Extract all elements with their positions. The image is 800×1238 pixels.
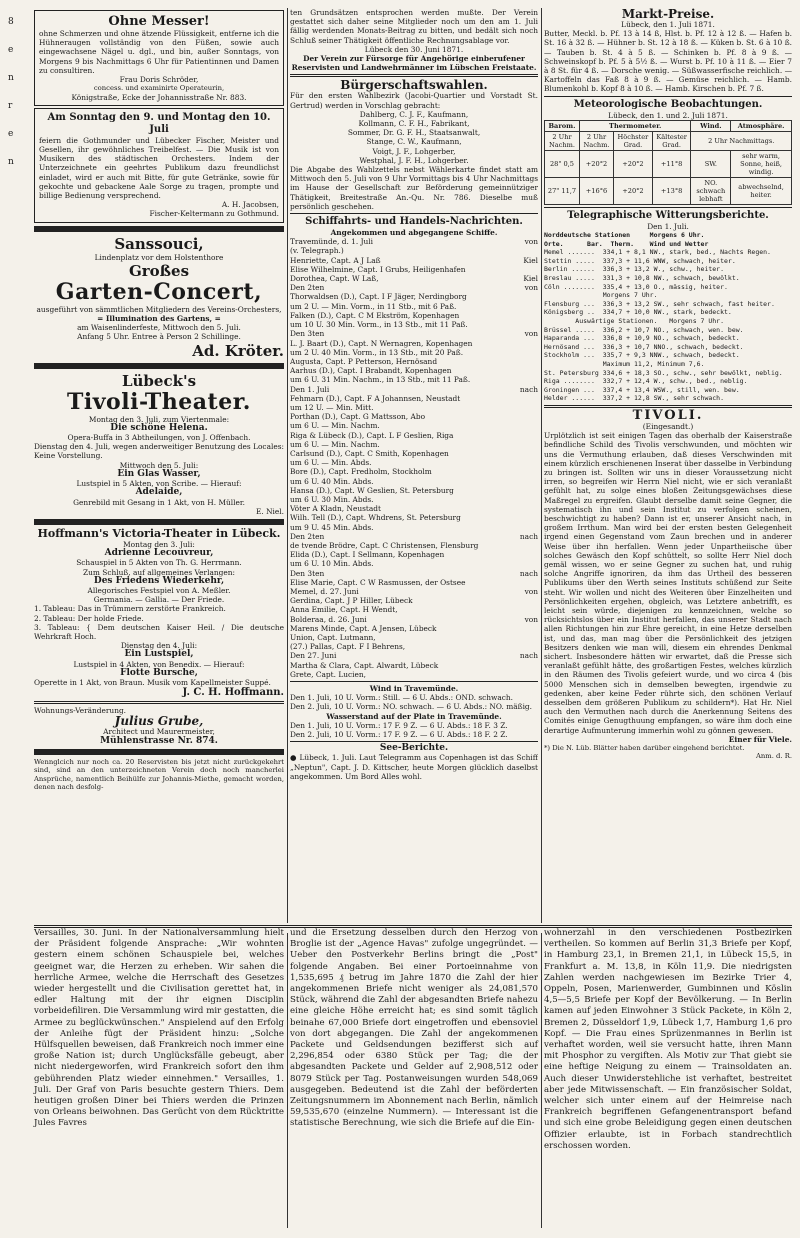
ship-line-direction: von	[524, 614, 538, 624]
ship-line	[290, 486, 538, 495]
weather-report-row: Hernösand ... 336,3 + 10,7 NNO., schwach, bedeckt.	[544, 342, 744, 351]
candidate-name: Westphal, J. F. H., Lohgerber.	[359, 155, 469, 165]
column-market-weather	[544, 8, 792, 923]
water-line: Den 1. Juli, 10 U. Vorm.: 17 F. 9 Z. — 6 U. Abds.: 18 F. 3 Z.	[290, 720, 508, 730]
ship-line-text: um 6 U. 31 Min. Nachm., in 13 Stb., mit 11 Paß.	[290, 375, 471, 385]
ship-list	[290, 237, 538, 679]
ad-title: Sanssouci,	[114, 234, 204, 253]
weather-report-header: Orte. Bar. Therm. Wind und Wetter	[544, 239, 709, 248]
ship-line	[290, 661, 538, 670]
edge-mark: n	[8, 157, 14, 167]
ad-line: Opera-Buffa in 3 Abtheilungen, von J. Offenbach.	[67, 433, 251, 443]
table-cell: +16°6	[579, 177, 613, 204]
weather-report-row: Memel ....... 334,1 + 8,1 NW., stark, bed., Nachts Regen.	[544, 248, 771, 257]
ship-line	[290, 385, 538, 394]
ad-title: Hoffmann's Victoria-Theater in Lübeck.	[37, 526, 281, 540]
column-local-news	[290, 8, 538, 923]
ship-line	[290, 495, 538, 504]
column-rule	[287, 933, 288, 1228]
ad-line: Ein Glas Wasser,	[117, 468, 201, 479]
table-row	[545, 177, 792, 204]
table-cell: +20°2	[579, 150, 613, 177]
newspaper-page	[8, 8, 792, 1230]
ship-line-text: um 6 U. — Min. Nachm.	[290, 421, 380, 431]
ship-line-text: Den 2ten	[290, 531, 325, 541]
ship-line	[290, 559, 538, 568]
ship-line	[290, 605, 538, 614]
candidate-list	[290, 110, 538, 165]
column-advertisements	[34, 8, 284, 923]
footnote-annotation: Anm. d. R.	[755, 752, 792, 761]
ad-headline: Garten-Concert,	[55, 278, 263, 305]
candidate-name: Kollmann, C. F. H., Fabrikant,	[358, 119, 470, 129]
ship-line-text: Grete, Capt. Lucien,	[290, 669, 366, 679]
weather-report-header: Norddeutsche Stationen Morgens 6 Uhr.	[544, 231, 705, 240]
ship-line	[290, 302, 538, 311]
table-cell: Kältester Grad.	[652, 131, 691, 150]
ad-subtitle: Lindenplatz vor dem Holstenthore	[94, 252, 224, 262]
candidate-name: Dahlberg, C. J. F., Kaufmann,	[359, 109, 469, 119]
news-article: wohnerzahl in den verschiedenen Postbezirken vertheilen. So kommen auf Berlin 31,3 Briefe per Kopf, in Hamburg 23,1, in Bremen 21,1, in Lübeck 15,5, in Frankfurt a. M. 13,8, in Köln 11,9. Die niedrigsten Zahlen werden nachgewiesen im Bezirke Trier 4, Oppeln, Posen, Marienwerder, Gumbinnen und Köslin 4,5—5,5 Briefe per Kopf der Bevölkerung. — In Berlin kamen auf jeden Einwohner 3 Stück Packete, in Köln 2, Bremen 2, Düsseldorf 1,9, Lübeck 1,7, Hamburg 1,6 pro Kopf. — Die Frau eines Sprüzenmannes in Berlin ist verhaftet worden, weil sie versucht hatte, ihren Mann mit Phosphor zu vergiften. Als Motiv zur That giebt sie eine heftige Neigung zu einem — Trainsoldaten an. Auch dieser Unwiderstehliche ist verhaftet, bestreitet aber jede Mitwissenschaft. — Ein französischer Soldat, welcher sich unter einem auf der Heimreise nach Frankreich begriffenen Gefangenentransport befand und sich eine grobe Beleidigung gegen einen deutschen Offizier erlaubte, ist in Forbach standrechtlich erschossen worden.	[544, 928, 792, 1151]
column-rule	[541, 8, 542, 923]
ship-line-text: um 9 U. 45 Min. Abds.	[290, 522, 374, 532]
weather-report-row: Königsberg .. 334,7 + 10,0 NW., stark, bedeckt.	[544, 308, 732, 317]
market-prices: Butter, Meckl. b. Pf. 13 à 14 ß, Hlst. b. Pf. 12 à 12 ß. — Hafen b. St. 16 à 32 ß. — Hühner b. St. 12 à 18 ß. — Küken b. St. 6 à 10 ß. — Tauben b. St. 4 à 5 ß. — Schinken b. Pf. 8 à 9 ß. — Schweinskopf b. Pf. 5 à 5½ ß. — Wurst b. Pf. 10 à 11 ß. — Eier 7 à 8 St. für 4 ß. — Dorsche wenig. — Süßwasserfische reichlich. — Kartoffeln das Faß 8 à 9 ß. — Gemüse reichlich. — Hamb. Blumenkohl b. Kopf 8 à 10 ß. — Hamb. Kirschen b. Pf. 7 ß.	[544, 29, 792, 94]
table-cell: 2 Uhr Nachmittags.	[691, 131, 792, 150]
page-edge-marks	[8, 8, 26, 176]
ship-line	[290, 421, 538, 430]
ship-line-text: de tvende Brödre, Capt. C Christensen, Flensburg	[290, 540, 479, 550]
table-header	[545, 120, 792, 131]
ad-line: Lustspiel in 5 Akten, von Scribe. — Hierauf:	[76, 479, 242, 489]
reservist-notice: Wennglcich nur noch ca. 20 Reservisten bis jetzt nicht zurückgekehrt sind, sind an den unterzeichneten Verein doch noch mancherlei Ansprüche, namentlich Beihülfe zur Johannis-Miethe, gemacht worden, denen nach desfolg-	[34, 757, 284, 791]
ship-line	[290, 329, 538, 338]
ship-line	[290, 596, 538, 605]
bottom-column-2	[290, 928, 538, 1130]
ad-line: Wohnungs-Veränderung.	[34, 706, 127, 716]
ad-line: 1. Tableau: Das in Trümmern zerstörte Frankreich.	[34, 604, 226, 614]
ship-line	[290, 550, 538, 559]
section-title: Schiffahrts- und Handels-Nachrichten.	[305, 216, 523, 228]
separator-bar	[34, 519, 284, 525]
ad-line: Dienstag den 4. Juli:	[120, 641, 198, 651]
ship-line-direction: von	[524, 237, 538, 247]
ship-line	[290, 458, 538, 467]
ad-signature-sub: concess. und examinirte Operateurin,	[93, 84, 225, 93]
ship-line	[290, 642, 538, 651]
ship-line	[290, 541, 538, 550]
ship-line	[290, 246, 538, 255]
divider	[544, 207, 792, 208]
ad-address: Königstraße, Ecke der Johannisstraße Nr. 883.	[71, 92, 247, 102]
ad-line: Allegorisches Festspiel von A. Meßler.	[87, 585, 231, 595]
ship-line-text: Elise Wilhelmine, Capt. I Grubs, Heiligenhafen	[290, 264, 466, 274]
ad-date: am Waisenlinderfeste, Mittwoch den 5. Juli.	[77, 323, 241, 333]
ad-title: Ohne Messer!	[108, 14, 210, 29]
ad-info: Anfang 5 Uhr. Entree à Person 2 Schillinge.	[77, 332, 241, 342]
ship-line-text: Bore (D.), Capt. Fredholm, Stockholm	[290, 467, 432, 477]
water-line: Den 2. Juli, 10 U. Vorm.: 17 F. 9 Z. — 6 U. Abds.: 18 F. 2 Z.	[290, 730, 508, 740]
ad-treibelfest	[34, 108, 284, 223]
table-cell: 2 Uhr Nachm.	[579, 131, 613, 150]
ship-line-text: Gerdina, Capt. J P Hiller, Lübeck	[290, 596, 413, 606]
table-cell: NO. schwach lebhaft	[691, 177, 731, 204]
ship-line-text: um 6 U. 40 Min. Abds.	[290, 476, 374, 486]
table-cell: sehr warm, Sonne, heiß, windig.	[731, 150, 792, 177]
separator-bar	[34, 363, 284, 369]
table-header-cell: Atmosphäre.	[731, 120, 792, 131]
section-title: Meteorologische Beobachtungen.	[573, 98, 763, 110]
divider	[34, 701, 284, 704]
ad-line: Die schöne Helena.	[110, 422, 208, 433]
ship-line-text: (v. Telegraph.)	[290, 246, 344, 256]
ad-title: Am Sonntag den 9. und Montag den 10. Juli	[47, 111, 271, 135]
ship-line	[290, 403, 538, 412]
ad-line: Montag den 3. Juli, zum Viertenmale:	[88, 414, 230, 424]
weather-report-row: Riga ........ 332,7 + 12,4 W., schw., bed., neblig.	[544, 377, 748, 386]
ship-line	[290, 320, 538, 329]
footnote: *) Die N. Lüb. Blätter haben darüber eingehend berichtet.	[544, 744, 745, 753]
ship-line-text: Den 27. Juni	[290, 651, 337, 661]
ship-line	[290, 532, 538, 541]
weather-report-row: St. Petersburg 334,6 + 18,3 SO., schw., sehr bewölkt, neblig.	[544, 368, 783, 377]
section-title: Markt-Preise.	[621, 8, 715, 21]
bottom-column-1	[34, 928, 284, 1130]
ship-line	[290, 440, 538, 449]
ship-line-text: Vöter A Kladn, Neustadt	[290, 504, 381, 514]
section-body: ● Lübeck, 1. Juli. Laut Telegramm aus Copenhagen ist das Schiff „Neptun", Capt. J. D. Kittscher, heute Morgen glücklich daselbst angekommen. Um Bord Alles wohl.	[290, 753, 538, 781]
weather-report-row: Flensburg ... 336,3 + 13,2 SW., sehr schwach, fast heiter.	[544, 299, 775, 308]
divider	[290, 741, 538, 742]
ad-line: Mühlenstrasse Nr. 874.	[100, 735, 218, 746]
bottom-column-3	[544, 928, 792, 1152]
ship-line	[290, 477, 538, 486]
table-header-cell: Barom.	[545, 120, 580, 131]
table-cell: 28" 0,5	[545, 150, 580, 177]
ship-line-direction: von	[524, 329, 538, 339]
ship-line-text: Thorwaldsen (D.), Capt. I F Jäger, Nerdingborg	[290, 292, 467, 302]
edge-mark: e	[8, 45, 14, 55]
ship-line-text: L. J. Baart (D.), Capt. N Wernagren, Kopenhagen	[290, 338, 473, 348]
ship-line-text: Carlsund (D.), Capt. C Smith, Kopenhagen	[290, 448, 449, 458]
ad-body: feiern die Gothmunder und Lübecker Fischer, Meister und Gesellen, ihr gewöhnliches Treibelfest. — Die Musik ist von Musikern des städtischen Orchesters. Indem der Unterzeichnete ein geehrtes Publikum dazu freundlichst einladet, wird er auch mit Bitte, für gute Getränke, sowie für gekochte und gebackene Aale Sorge zu tragen, prompte und billige Bedienung versprechend.	[39, 135, 279, 201]
table-cell: +13°8	[652, 177, 691, 204]
edge-mark: e	[8, 129, 14, 139]
weather-report-row: Stockholm ... 335,7 + 9,3 NNW., schwach, bedeckt.	[544, 351, 740, 360]
wind-line: Den 1. Juli, 10 U. Vorm.: Still. — 6 U. Abds.: OND. schwach.	[290, 693, 513, 703]
ship-line	[290, 513, 538, 522]
candidate-name: Voigt, J. F., Lohgerber,	[372, 146, 456, 156]
ad-line: Adelaide,	[135, 487, 183, 498]
ship-line-text: um 10 U. 30 Min. Vorm., in 13 Stb., mit 11 Paß.	[290, 320, 468, 330]
ship-line-text: Elise Marie, Capt. C W Rasmussen, der Ostsee	[290, 577, 466, 587]
ship-line-direction: nach	[519, 384, 538, 394]
table-cell: +20°2	[614, 150, 653, 177]
ad-body: ausgeführt von sämmtlichen Mitgliedern des Vereins-Orchesters,	[36, 304, 282, 314]
ad-line: 3. Tableau: { Dem deutschen Kaiser Heil. / Die deutsche Wehrkraft Hoch.	[34, 622, 284, 641]
ship-line	[290, 256, 538, 265]
ad-headline: Großes	[128, 261, 190, 280]
weather-report-row: Brüssel ..... 336,2 + 10,7 NO., schwach, wen. bew.	[544, 325, 744, 334]
weather-report-row: Groningen ... 337,4 + 13,4 WSW., still, wen. bew.	[544, 385, 740, 394]
section-date: Den 1. Juli.	[647, 221, 689, 231]
ship-line-text: um 12 U. — Min. Mitt.	[290, 402, 374, 412]
ad-line: Adrienne Lecouvreur,	[104, 548, 214, 559]
weather-report-row: Auswärtige Stationen. Morgens 7 Uhr.	[544, 316, 725, 325]
news-article: Versailles, 30. Juni. In der Nationalversammlung hielt der Präsident folgende Ansprache: „Wir wohnten gestern einem schönen Schauspiele bei, welches geeignet war, die Herzen zu erheben. Wir sahen die herrliche Armee, welche die Herrschaft des Gesetzes wieder hergestellt und die Civilisation gerettet hat, in edler Haltung mit der ihr eignen Disciplin vorbeidefiliren. Die Versammlung wird mir gestatten, die Armee zu beglückwünschen." Anspielend auf den Erfolg der Anleihe fügt der Präsident hinzu: „Solche Hülfsquellen beweisen, daß Frankreich noch immer eine große Nation ist; durch Unglücksfälle gebeugt, aber nicht niedergeworfen, wird Frankreich sofort den ihm gebührenden Platz wieder einnehmen." Versailles, 1. Juli. Der Graf von Paris besuchte gestern Thiers. Dem heutigen großen Diner bei Thiers werden die Prinzen von Orleans beiwohnen. Das Gerücht von dem Rücktritte Jules Favres	[34, 928, 284, 1129]
ad-tivoli-theater	[34, 372, 284, 516]
ad-line: Ein Lustspiel,	[124, 649, 194, 660]
weather-report-row: Stettin ..... 337,3 + 11,6 WNW, schwach, heiter.	[544, 256, 736, 265]
ad-body: ohne Schmerzen und ohne ätzende Flüssigkeit, entferne ich die Hühneraugen vollständig von den Füßen, sowie auch eingewachsene Nägel u. dgl., und bin, außer Sonntags, von Morgens 9 bis Nachmittags 6 Uhr für Patientinnen und Damen zu consultiren.	[39, 29, 279, 75]
ship-line-text: um 2 U. 40 Min. Vorm., in 13 Stb., mit 20 Paß.	[290, 347, 464, 357]
weather-report-row: Berlin ...... 336,3 + 13,2 W., schw., heiter.	[544, 265, 725, 274]
ad-body: = Illumination des Gartens, =	[97, 314, 221, 324]
ship-line	[290, 587, 538, 596]
ship-line-text: (27.) Pallas, Capt. F I Behrens,	[290, 642, 406, 652]
weather-table	[544, 120, 792, 205]
ad-line: Operette in 1 Akt, von Braun. Musik vom Kapellmeister Suppé.	[34, 677, 271, 687]
ship-line	[290, 237, 538, 246]
ship-line-text: um 6 U. — Min. Abds.	[290, 458, 372, 468]
candidate-name: Stange, C. W., Kaufmann,	[366, 137, 462, 147]
ship-line-text: Dorothea, Capt. W Laß,	[290, 274, 379, 284]
edge-mark: 8	[8, 17, 14, 27]
ad-signature: Ad. Kröter.	[192, 341, 284, 360]
section-title: See-Berichte.	[379, 743, 449, 754]
ship-line-text: Den 3ten	[290, 568, 325, 578]
verein-date: Lübeck den 30. Juni 1871.	[364, 44, 464, 54]
divider	[290, 213, 538, 214]
ship-line	[290, 523, 538, 532]
ship-line-text: Den 3ten	[290, 329, 325, 339]
section-body: Die Abgabe des Wahlzettels nebst Wählerkarte findet statt am Mittwoch den 5. Juli von 9 Uhr Vormittags bis 4 Uhr Nachmittags im Hause der Gesellschaft zur Beförderung gemeinnütziger Thätigkeit, Breitestraße An.-Qu. Nr. 786. Dieselbe muß persönlich geschehen.	[290, 165, 538, 211]
ship-line	[290, 578, 538, 587]
table-cell: abwechselnd, heiter.	[731, 177, 792, 204]
ad-line: Germania. — Gallia. — Der Friede.	[93, 595, 225, 605]
ship-line	[290, 670, 538, 679]
column-rule	[287, 8, 288, 923]
ship-line	[290, 394, 538, 403]
ad-victoria-theater	[34, 528, 284, 699]
table-cell: 2 Uhr Nachm.	[545, 131, 580, 150]
divider	[290, 681, 538, 682]
ship-line-text: Henriette, Capt. A J Laß	[290, 255, 381, 265]
ship-line-text: Wilh. Tell (D.), Capt. Whdrens, St. Petersburg	[290, 513, 461, 523]
ship-line-text: Union, Capt. Lutmann,	[290, 633, 376, 642]
ship-line	[290, 504, 538, 513]
ship-line-text: Den 2ten	[290, 283, 325, 293]
table-cell: SW.	[691, 150, 731, 177]
table-header-cell: Wind.	[691, 120, 731, 131]
ship-line-direction: Kiel	[523, 255, 538, 265]
section-title: TIVOLI.	[632, 407, 704, 423]
section-subtitle: Angekommen und abgegangene Schiffe.	[330, 228, 498, 238]
ship-line-direction: nach	[519, 531, 538, 541]
ad-line: Des Friedens Wiederkehr,	[93, 575, 225, 586]
ship-line-direction: von	[524, 283, 538, 293]
article-signature: Einer für Viele.	[728, 734, 792, 744]
ship-line	[290, 431, 538, 440]
ship-line-text: Bolderaa, d. 26. Juni	[290, 614, 367, 624]
ship-line-text: Elida (D.), Capt. I Sellmann, Kopenhagen	[290, 550, 445, 560]
ad-line: Architect und Maurermeister,	[103, 727, 215, 737]
ad-line: Dienstag den 4. Juli, wegen anderweitiger Benutzung des Locales: Keine Vorstellung.	[34, 442, 284, 461]
ad-signature: A. H. Jacobsen,	[221, 200, 279, 210]
ship-line	[290, 357, 538, 366]
separator-bar	[34, 749, 284, 755]
ship-line-text: Anna Emilie, Capt. H Wendt,	[290, 605, 398, 615]
ad-title: Julius Grube,	[114, 714, 204, 729]
ship-line-text: um 2 U. — Min. Vorm., in 11 Stb., mit 6 Paß.	[290, 301, 457, 311]
table-cell: +11°8	[652, 150, 691, 177]
ship-line	[290, 283, 538, 292]
section-subtitle: (Eingesandt.)	[642, 421, 694, 431]
ship-line	[290, 615, 538, 624]
weather-report-row: Maximum 11,2, Minimum 7,6.	[544, 359, 705, 368]
section-date: Lübeck, den 1. und 2. Juli 1871.	[608, 110, 728, 120]
news-article: und die Ersetzung desselben durch den Herzog von Broglie ist der „Agence Havas" zufolge ungegründet. — Ueber den Postverkehr Berlins bringt die „Post" folgende Angaben. Bei einer Portoeinnahme von 1,535,695 ₰ betrug im Jahre 1870 die Zahl der hier angekommenen Briefe nicht weniger als 24,081,570 Stück, während die Zahl der abgesandten Briefe nahezu eine gleiche Höhe erreicht hat; es sind somit täglich beinahe 67,000 Briefe dort eingetroffen und ebensoviel von dort abgegangen. Die Zahl der angekommenen Packete und Geldsendungen bezifferst sich auf 2,296,854 oder 6380 Stück per Tag; die der abgesandten Packete und Gelder auf 2,908,512 oder 8079 Stück per Tag. Postanweisungen wurden 548,069 ausgegeben. Bedeutend ist die Zahl der beförderten Zeitungsnummern im Abonnement nach Berlin, nämlich 59,535,670 (einzelne Nummern). — Interessant ist die statistische Berechnung, wie sich die Briefe auf die Ein-	[290, 928, 538, 1129]
verein-signature: Der Verein zur Fürsorge für Angehörige einberufener Reservisten und Landwehrmänner im Lübschen Freistaate.	[291, 54, 537, 73]
ship-line-text: Marens Minde, Capt. A Jensen, Lübeck	[290, 623, 437, 633]
ship-line	[290, 569, 538, 578]
divider	[290, 74, 538, 77]
ad-line: Genrebild mit Gesang in 1 Akt, von H. Müller.	[73, 497, 245, 507]
ad-signature: Frau Doris Schröder,	[119, 75, 199, 85]
ship-line-text: Porthan (D.), Capt. G Mattsson, Abo	[290, 412, 426, 422]
ad-line: Montag den 3. Juli:	[123, 539, 195, 549]
ship-line	[290, 624, 538, 633]
ship-line	[290, 348, 538, 357]
weather-report-row: Breslau ..... 331,3 + 10,8 NW., schwach, bewölkt.	[544, 274, 740, 282]
ship-line-direction: Kiel	[523, 274, 538, 284]
edge-mark: n	[8, 73, 14, 83]
ship-line	[290, 412, 538, 421]
ship-line	[290, 651, 538, 660]
candidate-name: Sommer, Dr. G. F. H., Staatsanwalt,	[347, 128, 481, 138]
table-cell: +20°2	[614, 177, 653, 204]
ad-sanssouci	[34, 235, 284, 360]
ship-line-text: Hansa (D.), Capt. W Geslien, St. Petersburg	[290, 485, 454, 495]
ad-title: Tivoli-Theater.	[67, 388, 251, 415]
weather-report-row: Morgens 7 Uhr.	[544, 291, 658, 300]
ad-line: Lustspiel in 4 Akten, von Benedix. — Hierauf:	[73, 659, 245, 669]
ship-line-direction: nach	[519, 568, 538, 578]
section-date: Lübeck, den 1. Juli 1871.	[621, 20, 715, 29]
weather-report-row: Haparanda ... 336,8 + 10,9 NO., schwach, bedeckt.	[544, 334, 740, 343]
ship-line	[290, 449, 538, 458]
ship-line-text: Augusta, Capt. P Petterson, Hernösand	[290, 356, 438, 366]
ad-line: Mittwoch den 5. Juli:	[119, 460, 199, 470]
ship-line-text: Martha & Clara, Capt. Alwardt, Lübeck	[290, 660, 439, 670]
ad-line: Flotte Bursche,	[120, 667, 198, 678]
ship-line-text: Falken (D.), Capt. C M Ekström, Kopenhagen	[290, 310, 460, 320]
ship-line-text: um 6 U. — Min. Nachm.	[290, 439, 380, 449]
ship-line	[290, 274, 538, 283]
ship-line	[290, 292, 538, 301]
weather-report-row: Helder ...... 337,2 + 12,8 SW., sehr schwach.	[544, 394, 725, 403]
ship-line	[290, 633, 538, 642]
ad-signature-sub: Fischer-Keltermann zu Gothmund.	[149, 209, 279, 219]
section-body: Für den ersten Wahlbezirk (Jacobi-Quartier und Vorstadt St. Gertrud) werden in Vorschlag gebracht:	[290, 91, 538, 110]
ship-line	[290, 375, 538, 384]
section-title: Wind in Travemünde.	[369, 684, 459, 694]
edge-mark: r	[8, 101, 13, 111]
tivoli-article: Urplötzlich ist seit einigen Tagen das oberhalb der Kaiserstraße befindliche Schild des Tivolis verschwunden, und möchten wir uns die Vermuthung erlauben, daß dieses Verschwinden mit einem kürzlich erschienenen Inserat über dasselbe in Verbindung zu bringen ist. Sollten wir uns in dieser Voraussetzung nicht irren, so begreifen wir Herrn Niel nicht, wie er sich veranlaßt gefühlt hat, zu solge eines bloßen Zeitungsgewächses diese Maßregel zu ergreifen. Glaubt derselbe damit seine Gegner, die systematisch ihn und sein Institut zu verfolgen scheinen, beschwichtigt zu haben? Dann ist er, unserer Ansicht nach, in großem Irrthum. Man wird bei der ersten besten Gelegenheit irgend einen Gegenstand vom Zaun brechen und in anderer Weise über ihn herfallen. Wenn jeder Unpartheiische über solches Gewäsch den Kopf schüttelt, so sollte Herr Niel doch gemäl wissen, wo er seine Gegner zu suchen hat, und ruhig solche Angriffe ignoriren, da ihm das Urtheil des besseren Publikums über den Werth seines Instituts schüßend zur Seite steht. Wir wollen und nicht des Weiteren über Einzelheiten und Persönlichkeiten ergehen, obgleich, was Letztere anbetrifft, es leicht sein würde, diejenigen zu kennzeichnen, welche so rücksichtslos über ein Institut herfallen, das unserer Stadt nach allen Richtungen hin zur Ehre gereicht, in eine Hetze derselben ist, und das, man mag über die Persönlichkeit des jetzigen Besitzers denken wie man will, diesem ein ehrendes Denkmal sichert. Insbesondere hätten wir erwartet, daß die Presse sich veranlaßt gefühlt hätte, des großartigen Festes, welches kürzlich in den Räumen des Tivolis gefeiert wurde, und wo circa 4 (bis 5000 Menschen sich in demselben bewegten, irgendwie zu gedenken, aber keine Feder rührte sich, den schönen Verlauf desselben dem größeren Publikum zu schildern*). Hat Hr. Niel auch den Vermuthen nach durch die Anerkennung Seitens des Comités einige Genugthuung empfangen, so wäre ihm doch eine derartige Aufmunterung immerhin wohl zu gönnen gewesen.	[544, 431, 792, 735]
separator-bar	[34, 226, 284, 232]
ship-line-direction: nach	[519, 651, 538, 661]
section-title: Wasserstand auf der Plate in Travemünde.	[326, 711, 502, 721]
ad-line: 2. Tableau: Der holde Friede.	[34, 613, 144, 623]
ship-line-text: Den 1. Juli	[290, 384, 330, 394]
weather-report-row: Cöln ........ 335,4 + 13,0 O., mässig, heiter.	[544, 282, 728, 291]
column-rule	[541, 933, 542, 1228]
ship-line	[290, 467, 538, 476]
divider	[544, 96, 792, 97]
ship-line-text: Memel, d. 27. Juni	[290, 586, 359, 596]
table-subheader	[545, 131, 792, 150]
ad-signature: E. Niel.	[255, 506, 284, 516]
verein-notice: ten Grundsätzen entsprochen werden mußte. Der Verein gestattet sich daher seine Mitglieder noch um den am 1. Juli fällig werdenden Monats-Beitrag zu bitten, und bedält sich noch Schluß seiner Thätigkeit öffentliche Rechnungsablage vor.	[290, 8, 538, 45]
ship-line-text: Aarhus (D.), Capt. I Brabandt, Kopenhagen	[290, 366, 452, 376]
ship-line-text: um 6 U. 30 Min. Abds.	[290, 494, 374, 504]
wind-line: Den 2. Juli, 10 U. Vorm.: NO. schwach. — 6 U. Abds.: NO. mäßig.	[290, 702, 533, 712]
ad-signature: J. C. H. Hoffmann.	[182, 687, 284, 699]
section-title: Telegraphische Witterungsberichte.	[567, 209, 769, 221]
ship-line	[290, 265, 538, 274]
ad-ohne-messer	[34, 10, 284, 106]
ship-line-text: Travemünde, d. 1. Juli	[290, 237, 374, 247]
section-title: Bürgerschaftswahlen.	[340, 78, 488, 93]
ship-line	[290, 311, 538, 320]
ship-line-direction: von	[524, 586, 538, 596]
ship-line-text: um 6 U. 10 Min. Abds.	[290, 559, 374, 569]
ad-line: Zum Schluß, auf allgemeines Verlangen:	[83, 567, 235, 577]
ship-line	[290, 339, 538, 348]
ad-title: Lübeck's	[121, 371, 197, 390]
ship-line-text: Riga & Lübeck (D.), Capt. L F Geslien, Riga	[290, 430, 454, 440]
table-header-cell: Thermometer.	[579, 120, 690, 131]
table-cell: Höchster Grad.	[614, 131, 653, 150]
ship-line-text: Fehmarn (D.), Capt. F A Johannsen, Neustadt	[290, 393, 461, 403]
ad-wohnung	[34, 706, 284, 746]
ship-line	[290, 366, 538, 375]
table-row	[545, 150, 792, 177]
weather-report-list	[544, 248, 792, 403]
ad-line: Schauspiel in 5 Akten von Th. G. Herrmann.	[76, 558, 242, 568]
table-cell: 27" 11,7	[545, 177, 580, 204]
